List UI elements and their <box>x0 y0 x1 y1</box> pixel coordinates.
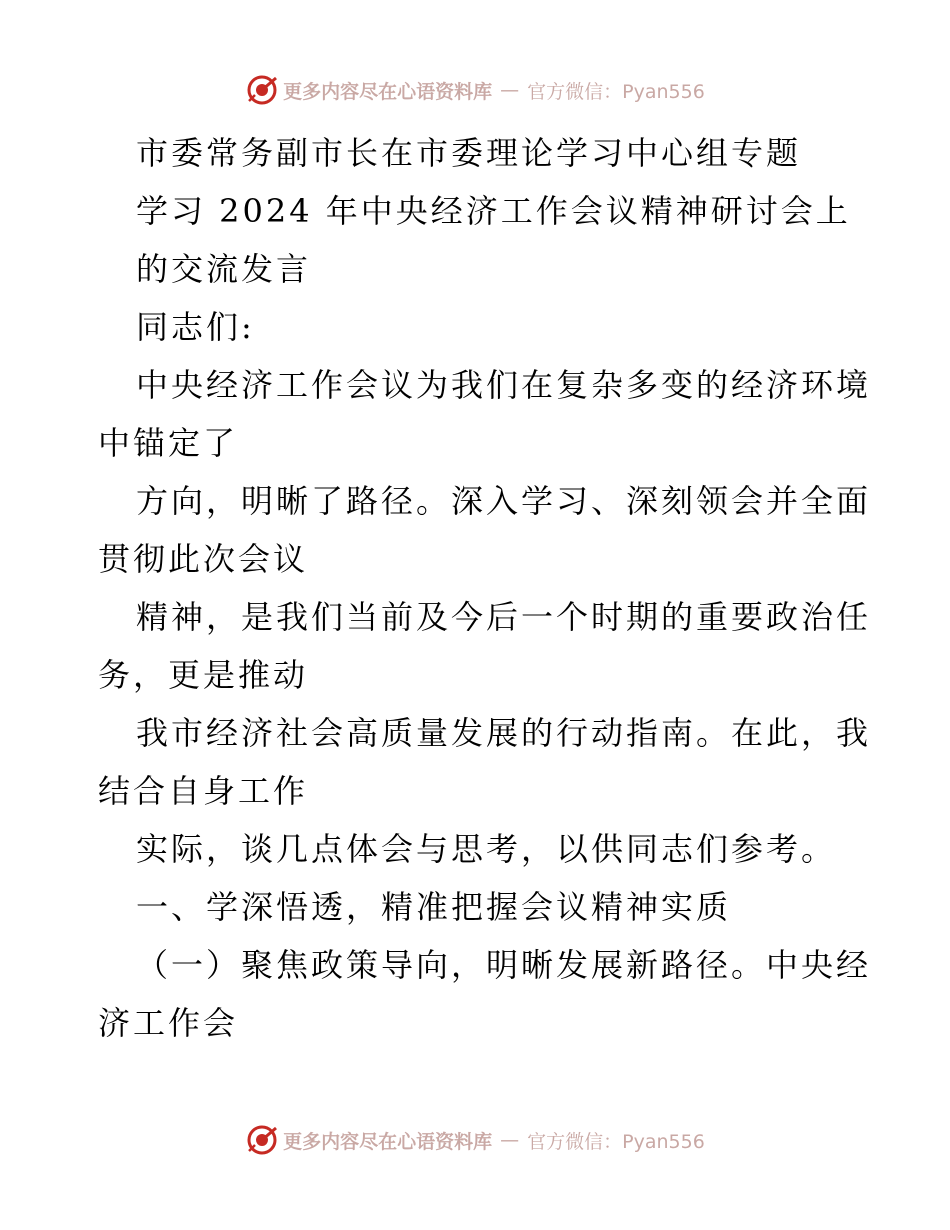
paragraph-line: 方向，明晰了路径。深入学习、深刻领会并全面 <box>136 482 872 520</box>
paragraph-line: 济工作会 <box>98 1004 239 1042</box>
paragraph-line: 结合自身工作 <box>98 772 309 810</box>
title-line: 市委常务副市长在市委理论学习中心组专题 <box>136 134 802 172</box>
paragraph-line: 贯彻此次会议 <box>98 540 309 578</box>
watermark-suffix: 官方微信：Pyan556 <box>527 1130 705 1153</box>
subsection-heading: （一）聚焦政策导向，明晰发展新路径。中央经 <box>136 946 872 984</box>
section-heading: 一、学深悟透，精准把握会议精神实质 <box>136 888 732 926</box>
paragraph-line: 中锚定了 <box>98 424 239 462</box>
title-line: 的交流发言 <box>136 250 312 288</box>
watermark-text: 更多内容尽在心语资料库 <box>283 80 493 103</box>
logo-icon <box>245 1123 279 1157</box>
watermark-text: 更多内容尽在心语资料库 <box>283 1130 493 1153</box>
header-watermark <box>0 70 950 110</box>
paragraph-line: 精神，是我们当前及今后一个时期的重要政治任 <box>136 598 872 636</box>
watermark-suffix: 官方微信：Pyan556 <box>527 80 705 103</box>
footer-watermark <box>0 1120 950 1160</box>
title-line: 学习 2024 年中央经济工作会议精神研讨会上 <box>136 192 851 230</box>
paragraph-line: 中央经济工作会议为我们在复杂多变的经济环境 <box>136 366 872 404</box>
paragraph-line: 务，更是推动 <box>98 656 309 694</box>
salutation: 同志们: <box>136 308 255 346</box>
logo-icon <box>245 73 279 107</box>
watermark-dash: — <box>500 79 520 101</box>
watermark-dash: — <box>500 1129 520 1151</box>
paragraph-line: 我市经济社会高质量发展的行动指南。在此，我 <box>136 714 872 752</box>
paragraph-line: 实际，谈几点体会与思考，以供同志们参考。 <box>136 830 837 868</box>
